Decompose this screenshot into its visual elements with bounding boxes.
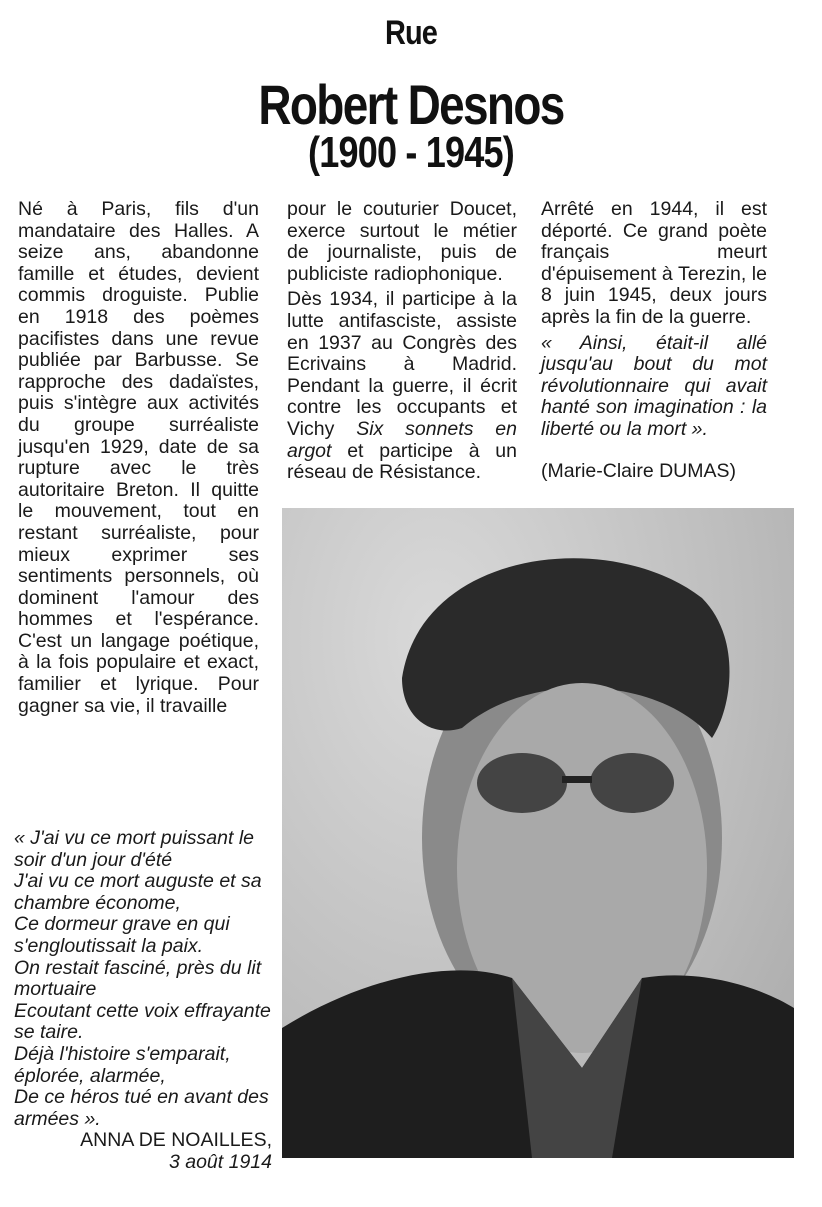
article-author: (Marie-Claire DUMAS): [541, 459, 737, 482]
poem-line: « J'ai vu ce mort puissant le soir d'un jour d'été: [14, 827, 254, 871]
text-span: et participe à un réseau de Résistance.: [287, 439, 517, 484]
poem-line: J'ai vu ce mort auguste et sa chambre économe,: [14, 870, 262, 914]
quote: « Ainsi, était-il allé jusqu'au bout du mot révolutionnaire qui avait hanté son imagination : la liberté ou la mort ».: [541, 331, 767, 440]
poem-date: 3 août 1914: [168, 1150, 272, 1173]
biography-text: Né à Paris, fils d'un mandataire des Halles. A seize ans, abandonne famille et études, devient commis droguiste. Publie en 1918 des poèmes pacifistes dans une revue publiée par Barbusse. Se rapproche des dadaïstes, puis s'intègre aux activités du groupe surréaliste jusqu'en 1929, date de sa rupture avec le très autoritaire Breton. Il quitte le mouvement, tout en restant surréaliste, pour mieux exprimer ses sentiments personnels, où dominent l'amour des hommes et l'espérance. C'est un langage poétique, à la fois populaire et exact, familier et lyrique. Pour gagner sa vie, il travaille: [18, 198, 259, 717]
poem-author: ANNA DE NOAILLES,: [80, 1129, 272, 1152]
biography-text: Arrêté en 1944, il est déporté. Ce grand poète français meurt d'épuisement à Terezin, le 8 juin 1945, deux jours après la fin de la guerre.: [541, 198, 767, 328]
portrait-illustration: [282, 508, 794, 1158]
biography-text: pour le couturier Doucet, exerce surtout le métier de journaliste, puis de publiciste radiophonique.: [287, 198, 517, 285]
street-prefix: Rue: [384, 14, 438, 52]
poem-line: On restait fasciné, près du lit mortuaire: [14, 956, 262, 1001]
poem-line: Ce dormeur grave en qui s'engloutissait la paix.: [14, 913, 230, 957]
poem-section: [14, 828, 272, 1174]
poem-line: Déjà l'histoire s'emparait, éplorée, alarmée,: [14, 1042, 231, 1087]
page-title: Robert Desnos: [258, 73, 564, 136]
poem-attribution: [14, 1130, 272, 1173]
biography-column-3: [541, 199, 767, 482]
poem-line: De ce héros tué en avant des armées ».: [14, 1086, 269, 1130]
biography-column-1: [18, 199, 259, 717]
book-title: Six sonnets en argot: [287, 417, 518, 462]
biography-column-2: [287, 199, 517, 484]
portrait-photo: [282, 508, 794, 1158]
poem: [14, 828, 272, 1130]
text-span: Dès 1934, il participe à la lutte antifasciste, assiste en 1937 au Congrès des Ecrivains à Madrid. Pendant la guerre, il écrit contre les occupants et Vichy: [287, 288, 517, 440]
biography-text: [287, 289, 517, 483]
life-dates: (1900 - 1945): [308, 128, 514, 177]
poem-line: Ecoutant cette voix effrayante se taire.: [14, 999, 271, 1044]
